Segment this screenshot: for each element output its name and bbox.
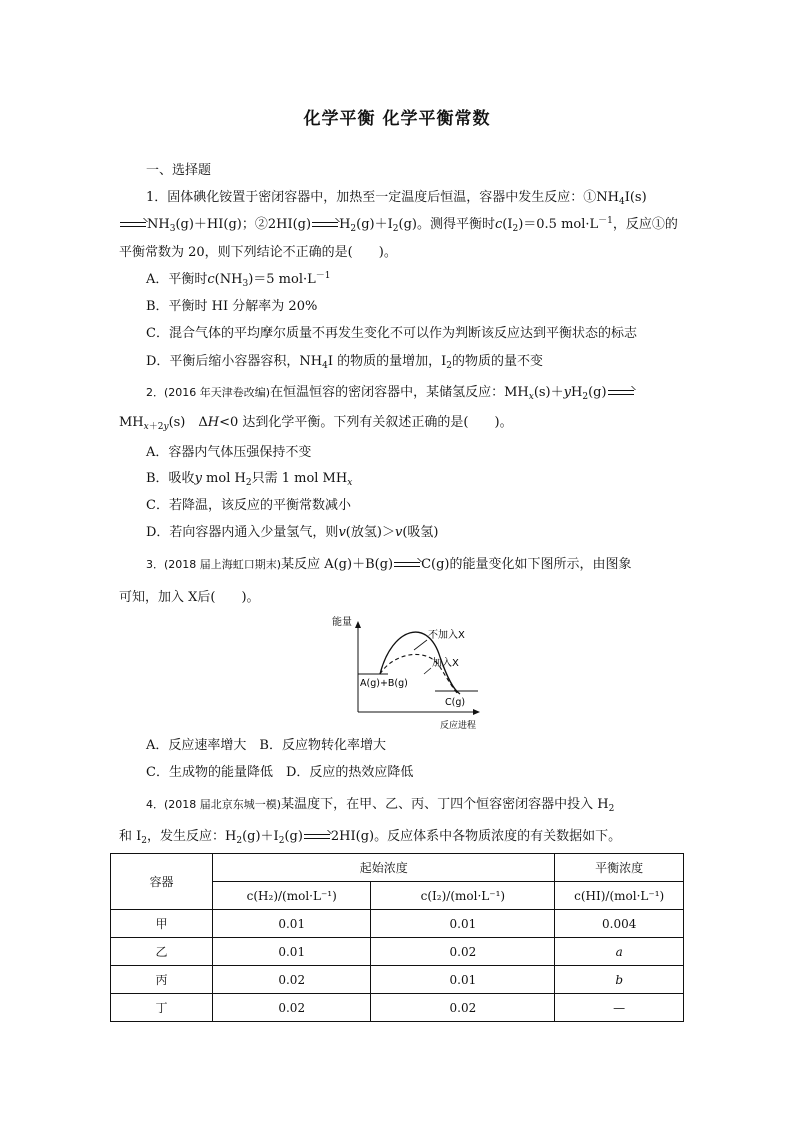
q2-line-1: 2．(2016 年天津卷改编)在恒温恒容的密闭容器中，某储氢反应：$MH_x(s)+yH_2(g)$ [146, 384, 635, 402]
x-axis-arrow [473, 709, 480, 715]
energy-diagram [330, 612, 490, 732]
table-cell: 丁 [111, 994, 213, 1022]
q1-option-c: C．混合气体的平均摩尔质量不再发生变化不可以作为判断该反应达到平衡状态的标志 [146, 326, 637, 341]
q3-line-1: 3．(2018 届上海虹口期末)某反应 A(g)＋B(g) C(g)的能量变化如下图所示，由图象 [146, 557, 632, 572]
q1-line-1: 1．固体碘化铵置于密闭容器中，加热至一定温度后恒温，容器中发生反应：$①NH_4I(s)$ [146, 190, 647, 207]
table-cell: 0.01 [371, 966, 555, 994]
page-title: 化学平衡 化学平衡常数 [303, 109, 491, 129]
table-row [111, 966, 684, 994]
q2-option-a: A．容器内气体压强保持不变 [146, 445, 312, 460]
q2-option-d: D．若向容器内通入少量氢气，则v(放氢)＞v(吸氢) [146, 525, 439, 540]
equilibrium-arrow-icon [608, 389, 634, 397]
equilibrium-arrow-icon [312, 221, 338, 229]
label-without-x: 不加入X [428, 630, 465, 641]
header-equilibrium: 平衡浓度 [555, 854, 684, 882]
equilibrium-arrow-icon [304, 833, 330, 841]
table-cell: 丙 [111, 966, 213, 994]
q3-line-2: 可知，加入 X后( )。 [119, 590, 260, 605]
y-axis-arrow [355, 621, 361, 628]
section-heading: 一、选择题 [146, 163, 212, 178]
table-cell: 0.01 [213, 910, 371, 938]
table-row [111, 994, 684, 1022]
header-container: 容器 [111, 854, 213, 910]
q2-line-2: $MH_{x+2y}(s)$ ΔH<0 达到化学平衡。下列有关叙述正确的是( )。 [119, 415, 513, 432]
table-cell: 0.02 [371, 938, 555, 966]
table-cell: 0.01 [213, 938, 371, 966]
q1-option-a: A．平衡时$c(NH_3)=5$ $mol\cdot L^{-1}$ [146, 271, 331, 289]
table-row [111, 910, 684, 938]
table-cell: 0.02 [213, 994, 371, 1022]
concentration-table [110, 853, 684, 1022]
table-cell: 0.02 [371, 994, 555, 1022]
header-c-i2: c(I₂)/(mol·L⁻¹) [371, 882, 555, 910]
q3-options-cd: C．生成物的能量降低 D．反应的热效应降低 [146, 765, 414, 780]
equilibrium-arrow-icon [120, 221, 146, 229]
q1-option-b: B．平衡时 HI 分解率为 20% [146, 299, 318, 314]
equilibrium-arrow-icon [394, 561, 420, 569]
q1-option-d: D．平衡后缩小容器容积，$NH_4I$ 的物质的量增加，$I_2$的物质的量不变 [146, 354, 544, 371]
table-cell: 0.02 [213, 966, 371, 994]
table-cell: 乙 [111, 938, 213, 966]
q3-options-ab: A．反应速率增大 B．反应物转化率增大 [146, 738, 386, 753]
table-row [111, 938, 684, 966]
table-cell: a [555, 938, 684, 966]
table-cell: 0.004 [555, 910, 684, 938]
label-with-x: 加入X [432, 658, 459, 669]
header-c-h2: c(H₂)/(mol·L⁻¹) [213, 882, 371, 910]
q2-option-c: C．若降温，该反应的平衡常数减小 [146, 498, 351, 513]
header-initial: 起始浓度 [213, 854, 555, 882]
header-c-hi: c(HI)/(mol·L⁻¹) [555, 882, 684, 910]
table-cell: 甲 [111, 910, 213, 938]
y-axis-label: 能量 [332, 617, 352, 628]
table-cell: 0.01 [371, 910, 555, 938]
q1-line-2: $NH_3(g)+HI(g)$；②2HI(g) $H_2(g)+I_2(g)$。测得平衡时$c(I_2)=0.5$ $mol\cdot L^{-1}$，反应①的 [119, 216, 678, 234]
reactant-label: A(g)+B(g) [360, 678, 408, 689]
table-cell: b [555, 966, 684, 994]
q4-line-2: 和 $I_2$，发生反应：$H_2(g)+I_2(g)$ 2HI(g)。反应体系中各物质浓度的有关数据如下。 [119, 829, 622, 846]
x-axis-label: 反应进程 [440, 721, 477, 731]
table-cell: — [555, 994, 684, 1022]
q1-line-3: 平衡常数为 20，则下列结论不正确的是( )。 [119, 245, 397, 260]
q4-line-1: 4．(2018 届北京东城一模)某温度下，在甲、乙、丙、丁四个恒容密闭容器中投入 $H_2$ [146, 797, 615, 814]
product-label: C(g) [445, 697, 466, 708]
q2-option-b: B．吸收y mol $H_2$只需 1 mol $MH_x$ [146, 471, 353, 488]
